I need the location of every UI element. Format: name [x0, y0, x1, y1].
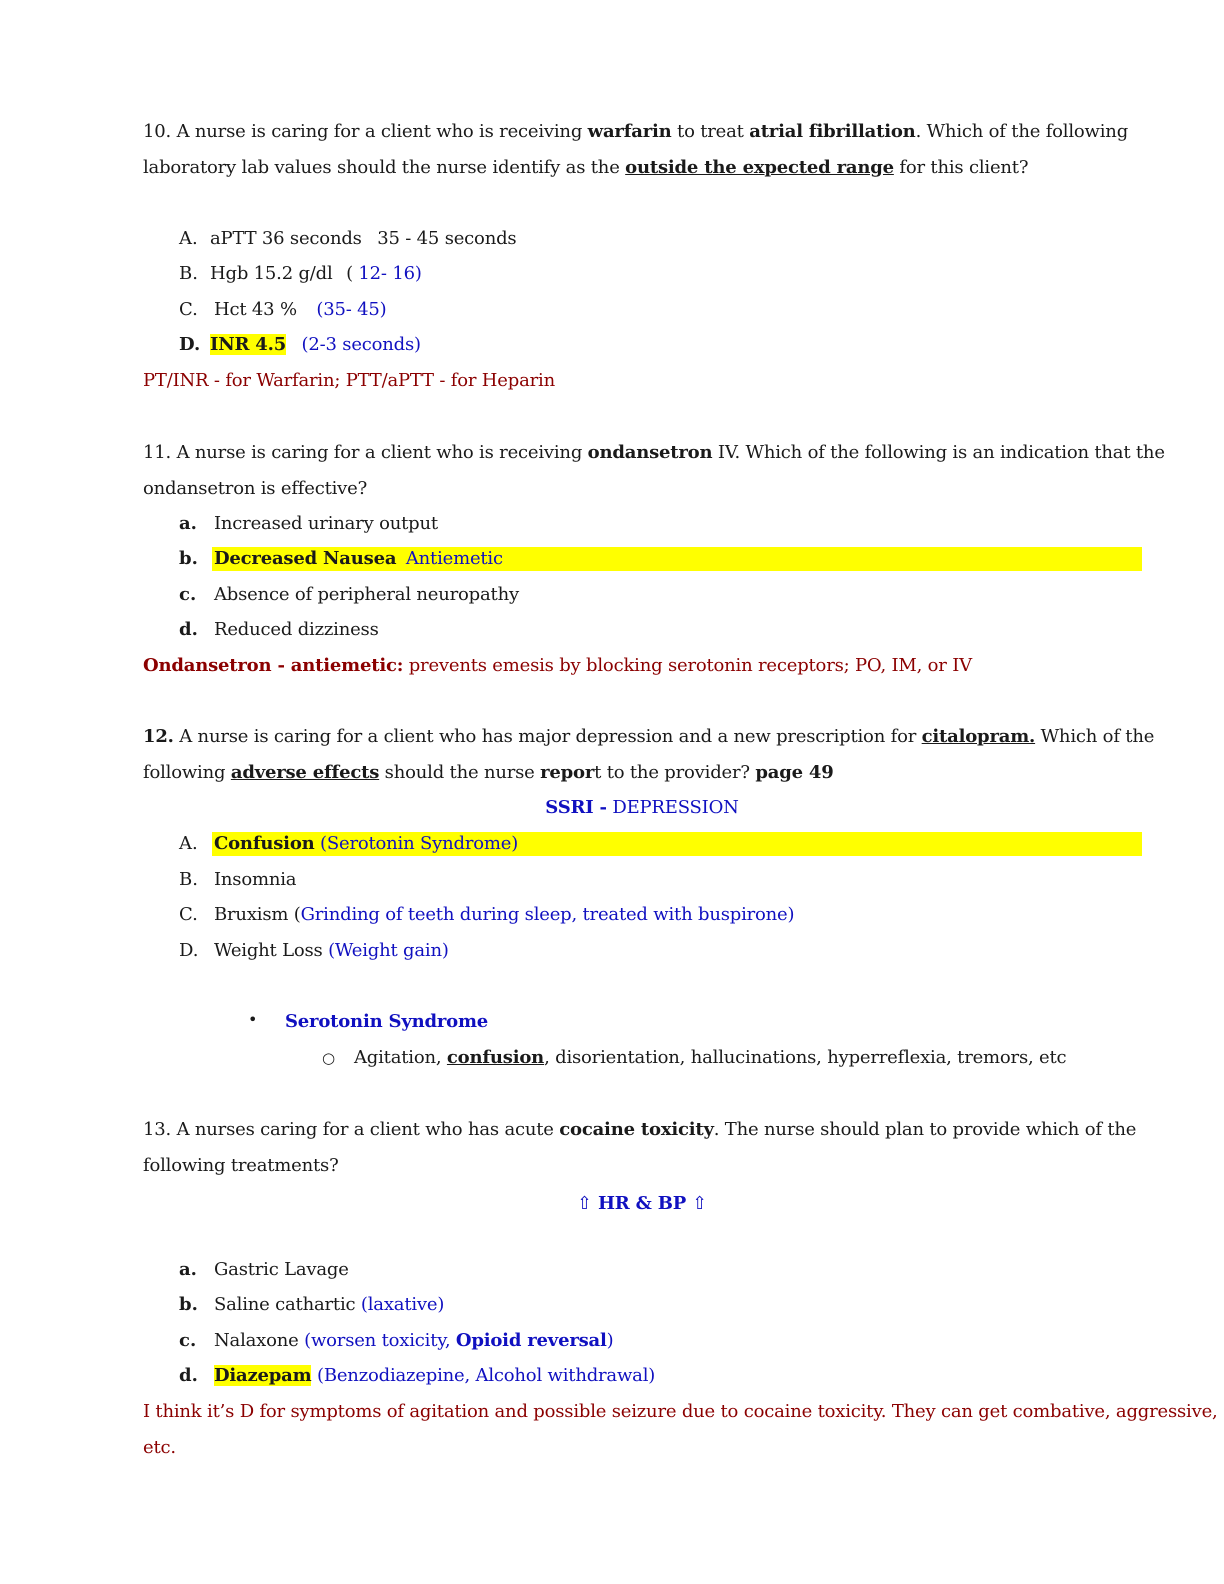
q12-class: SSRI - [545, 797, 607, 818]
bullet-icon: • [248, 1010, 258, 1029]
q12-stem-text: should the nurse [379, 762, 541, 783]
q11-number: 11. [143, 442, 172, 463]
q12-emphasis: adverse effects [230, 762, 380, 783]
q11-option-d-text: Reduced dizziness [214, 619, 379, 640]
q13-stem-text: . The nurse should plan to provide which of the [713, 1119, 1137, 1140]
q10-option-b-text: Hgb 15.2 g/dl [210, 263, 333, 284]
q12-option-d-note: (Weight gain) [328, 940, 449, 961]
q12-option-c-text: Bruxism [214, 904, 294, 925]
q12-stem-text: Which of the [1035, 726, 1155, 747]
q13-explanation-line-1: I think it’s D for symptoms of agitation and possible seizure due to cocaine toxicity. They can get combative, aggressive, [143, 1401, 1218, 1422]
q10-option-d-letter: D. [179, 334, 201, 355]
q13-center-note: ⇧ HR & BP ⇧ [577, 1193, 707, 1214]
q12-option-a-note: (Serotonin Syndrome) [314, 833, 519, 854]
q10-option-c [214, 298, 386, 322]
q12-number: 12. [143, 726, 174, 747]
q11-option-b-text: Decreased Nausea [214, 548, 397, 569]
q13-option-c [214, 1329, 613, 1353]
q10-emphasis: outside the expected range [625, 157, 894, 178]
q12-option-c-letter: C. [179, 904, 198, 925]
q11-option-b-note: Antiemetic [405, 548, 503, 569]
q12-option-d [214, 939, 449, 963]
q11-explanation [143, 654, 972, 678]
q12-option-b-letter: B. [179, 869, 198, 890]
q10-option-c-note: (35- 45) [316, 299, 387, 320]
q12-category-heading [0, 796, 1224, 820]
q12-bullet-title: Serotonin Syndrome [285, 1011, 489, 1032]
q10-stem-text: A nurse is caring for a client who is receiving [176, 121, 588, 142]
q11-option-b-letter: b. [179, 548, 198, 569]
q10-stem-line-1 [143, 120, 1128, 144]
q12-sub-bullet [354, 1046, 1066, 1070]
q11-stem-line-2: ondansetron is effective? [143, 478, 368, 499]
q12-page-ref: page 49 [755, 762, 834, 783]
q11-stem-line-1 [143, 441, 1165, 465]
q10-option-a-note: 35 - 45 seconds [377, 228, 517, 249]
q11-option-c-text: Absence of peripheral neuropathy [214, 584, 519, 605]
q13-option-d-note: (Benzodiazepine, Alcohol withdrawal) [311, 1365, 656, 1386]
q10-option-b [210, 262, 422, 286]
q13-stem-line-1 [143, 1118, 1136, 1142]
q10-stem-text: laboratory lab values should the nurse identify as the [143, 157, 626, 178]
q13-option-d-text-highlighted: Diazepam [214, 1365, 312, 1386]
q11-explanation-heading: Ondansetron - antiemetic: [143, 655, 404, 676]
q12-option-a-text: Confusion [214, 833, 315, 854]
q11-option-a-text: Increased urinary output [214, 513, 438, 534]
q11-stem-text: IV. Which of the following is an indication that the [712, 442, 1165, 463]
q10-stem-text: . Which of the following [915, 121, 1129, 142]
q12-stem-text: A nurse is caring for a client who has major depression and a new prescription for [173, 726, 922, 747]
q13-option-a-text: Gastric Lavage [214, 1259, 349, 1280]
q10-stem-text: to treat [671, 121, 750, 142]
q12-indication: DEPRESSION [606, 797, 739, 818]
q11-option-b [214, 547, 503, 571]
q13-option-c-letter: c. [179, 1330, 197, 1351]
q10-option-b-letter: B. [179, 263, 198, 284]
q13-stem-line-2: following treatments? [143, 1155, 339, 1176]
q12-option-a-letter: A. [179, 833, 198, 854]
q12-stem-text: following [143, 762, 231, 783]
q12-drug: citalopram. [921, 726, 1036, 747]
q13-condition: cocaine toxicity [559, 1119, 714, 1140]
q13-option-b-text: Saline cathartic [214, 1294, 361, 1315]
q10-option-a-text: aPTT 36 seconds [210, 228, 362, 249]
q12-sub-emphasis: confusion [446, 1047, 545, 1068]
q10-number: 10. [143, 121, 172, 142]
q10-option-c-text: Hct 43 % [214, 299, 297, 320]
q12-option-c [214, 903, 794, 927]
q11-drug: ondansetron [587, 442, 713, 463]
q12-stem-line-1 [143, 725, 1154, 749]
q11-option-a-letter: a. [179, 513, 197, 534]
q10-option-a-letter: A. [179, 228, 198, 249]
sub-bullet-circle-icon: ○ [322, 1049, 336, 1067]
q12-stem-line-2 [143, 761, 834, 785]
q12-option-d-letter: D. [179, 940, 199, 961]
q13-option-a-letter: a. [179, 1259, 197, 1280]
q12-report: repor [540, 762, 595, 783]
q13-option-c-note-close: ) [606, 1330, 614, 1351]
q10-stem-text: for this client? [893, 157, 1029, 178]
q13-option-c-note-bold: Opioid reversal [455, 1330, 607, 1351]
q10-option-b-note: 12- 16) [358, 263, 422, 284]
q13-number: 13. [143, 1119, 172, 1140]
q12-stem-text: t to the provider? [594, 762, 756, 783]
q10-stem-line-2 [143, 156, 1028, 180]
q11-option-c-letter: c. [179, 584, 197, 605]
q12-sub-text: Agitation, [354, 1047, 447, 1068]
q12-sub-text: , disorientation, hallucinations, hyperreflexia, tremors, etc [544, 1047, 1067, 1068]
q12-option-d-text: Weight Loss [214, 940, 329, 961]
q11-stem-text: A nurse is caring for a client who is receiving [176, 442, 588, 463]
q13-option-d-letter: d. [179, 1365, 198, 1386]
q13-explanation-line-2: etc. [143, 1437, 176, 1458]
q13-option-b-note: (laxative) [360, 1294, 445, 1315]
q13-option-b-letter: b. [179, 1294, 198, 1315]
q13-option-b [214, 1293, 444, 1317]
q11-explanation-text: prevents emesis by blocking serotonin receptors; PO, IM, or IV [403, 655, 972, 676]
q10-option-a [210, 227, 516, 251]
q10-condition: atrial fibrillation [749, 121, 916, 142]
q13-stem-text: A nurses caring for a client who has acute [176, 1119, 560, 1140]
q13-option-d [214, 1364, 655, 1388]
q13-option-c-note: (worsen toxicity, [304, 1330, 456, 1351]
q12-option-c-paren: ( [293, 904, 301, 925]
q10-explanation: PT/INR - for Warfarin; PTT/aPTT - for Heparin [143, 370, 555, 391]
q10-option-c-letter: C. [179, 299, 198, 320]
q11-option-d-letter: d. [179, 619, 198, 640]
q10-option-d-text-highlighted: INR 4.5 [210, 334, 287, 355]
q12-option-b-text: Insomnia [214, 869, 297, 890]
q12-option-a [214, 832, 518, 856]
q10-option-d-note: (2-3 seconds) [301, 334, 421, 355]
q13-option-c-text: Nalaxone [214, 1330, 305, 1351]
q12-option-c-note: Grinding of teeth during sleep, treated with buspirone) [300, 904, 795, 925]
q10-option-d [210, 333, 421, 357]
q10-option-b-note-open: ( [346, 263, 359, 284]
q10-drug: warfarin [587, 121, 672, 142]
